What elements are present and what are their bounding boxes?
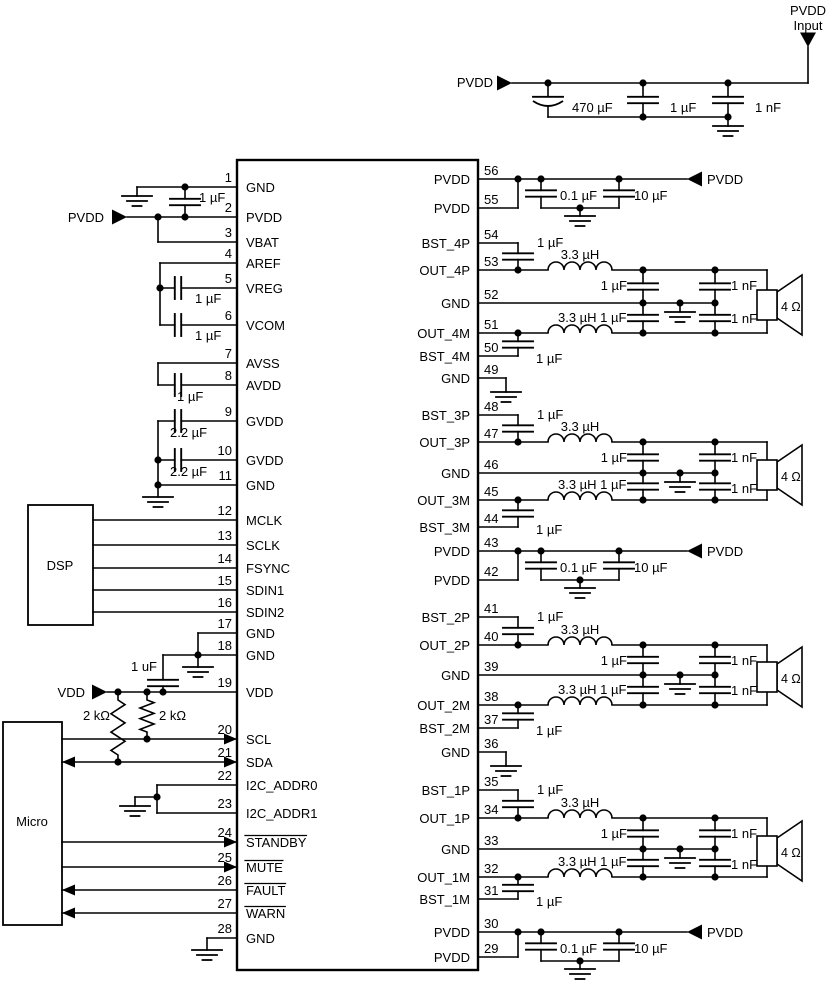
speaker-icon	[757, 290, 777, 320]
net-label: PVDD	[789, 3, 826, 18]
pin-number: 17	[217, 616, 232, 631]
pin-name: BST_3M	[419, 520, 470, 535]
pin-name: GND	[441, 842, 470, 857]
component-value: 2.2 µF	[170, 425, 208, 440]
pin-name: GND	[246, 648, 275, 663]
pin-name: PVDD	[246, 210, 283, 225]
component-value: 1 µF	[600, 826, 627, 841]
pin-number: 43	[484, 535, 499, 550]
pin-name: OUT_3P	[419, 435, 470, 450]
pin-number: 4	[224, 246, 232, 261]
pin-number: 26	[217, 873, 232, 888]
component-value: 1 nF	[731, 857, 758, 872]
pin-number: 53	[484, 254, 499, 269]
junction-dot	[514, 175, 521, 182]
component-value: 0.1 µF	[560, 941, 598, 956]
pin-name: VREG	[246, 281, 283, 296]
resistor-icon	[140, 692, 154, 739]
block-label: Micro	[16, 814, 48, 829]
junction-dot	[154, 456, 161, 463]
junction-dot	[639, 701, 646, 708]
pin-number: 8	[224, 368, 232, 383]
component-value: 1 nF	[731, 683, 758, 698]
junction-dot	[514, 928, 521, 935]
junction-dot	[181, 183, 188, 190]
component-value: 1 µF	[536, 894, 563, 909]
junction-dot	[143, 735, 150, 742]
inductor-icon	[548, 262, 612, 270]
pin-name: AVSS	[246, 356, 280, 371]
junction-dot	[711, 496, 718, 503]
net-label: PVDD	[67, 210, 104, 225]
pin-name: GND	[246, 626, 275, 641]
pin-name: GND	[246, 478, 275, 493]
resistor-icon	[111, 692, 125, 762]
pin-number: 14	[217, 551, 232, 566]
pin-name: BST_2M	[419, 721, 470, 736]
component-value: 3.3 µH	[560, 247, 600, 262]
pin-number: 23	[217, 796, 232, 811]
pin-name: OUT_1M	[417, 870, 470, 885]
pin-name: AVDD	[246, 378, 282, 393]
pin-number: 35	[484, 774, 499, 789]
inductor-icon	[548, 697, 612, 705]
block-label: DSP	[46, 558, 74, 573]
net-label: PVDD	[707, 172, 744, 187]
pin-number: 45	[484, 484, 499, 499]
pin-name: MUTE	[246, 860, 283, 875]
pin-number: 37	[484, 712, 499, 727]
pin-number: 9	[224, 404, 232, 419]
pin-number: 46	[484, 457, 499, 472]
pin-name: WARN	[246, 906, 286, 921]
pin-number: 24	[217, 825, 232, 840]
pin-number: 20	[217, 722, 232, 737]
pin-number: 39	[484, 659, 499, 674]
pin-number: 16	[217, 595, 232, 610]
pin-name: SCLK	[246, 538, 280, 553]
inductor-icon	[548, 325, 612, 333]
component-value: 0.1 µF	[560, 560, 598, 575]
pin-name: GND	[441, 466, 470, 481]
pin-name: FSYNC	[246, 561, 291, 576]
component-value: 1 µF	[537, 609, 564, 624]
pin-number: 10	[217, 443, 232, 458]
component-value: 1 µF	[536, 351, 563, 366]
pin-number: 42	[484, 564, 499, 579]
pin-name: FAULT	[246, 883, 286, 898]
speaker-icon	[757, 460, 777, 490]
pin-number: 6	[224, 308, 232, 323]
pin-number: 54	[484, 227, 499, 242]
junction-dot	[639, 641, 646, 648]
signal-arrow-icon	[62, 908, 75, 919]
pin-number: 36	[484, 736, 499, 751]
pin-number: 21	[217, 745, 232, 760]
pvdd-input-flag-icon	[800, 33, 816, 48]
junction-dot	[711, 814, 718, 821]
pin-name: PVDD	[433, 172, 470, 187]
pin-name: GND	[441, 296, 470, 311]
pin-name: MCLK	[246, 513, 283, 528]
pin-name: VCOM	[246, 318, 285, 333]
component-value: 1 nF	[731, 481, 758, 496]
component-value: 1 µF	[670, 100, 697, 115]
pin-number: 40	[484, 629, 499, 644]
component-value: 1 µF	[537, 782, 564, 797]
pin-name: BST_3P	[421, 408, 470, 423]
pin-number: 2	[224, 200, 232, 215]
junction-dot	[639, 113, 646, 120]
component-value: 10 µF	[634, 941, 668, 956]
pin-number: 13	[217, 528, 232, 543]
pin-name: GND	[441, 745, 470, 760]
pin-name: OUT_2P	[419, 638, 470, 653]
pin-number: 52	[484, 287, 499, 302]
pin-number: 3	[224, 225, 232, 240]
pin-name: SCL	[246, 732, 272, 747]
pin-name: GVDD	[246, 414, 284, 429]
pin-number: 18	[217, 638, 232, 653]
pin-number: 5	[224, 271, 232, 286]
pin-number: 1	[224, 170, 232, 185]
supply-flag-icon	[497, 76, 512, 91]
pin-name: BST_1M	[419, 892, 470, 907]
pin-name: PVDD	[433, 544, 470, 559]
pin-name: BST_1P	[421, 783, 470, 798]
junction-dot	[711, 329, 718, 336]
component-value: 3.3 µH	[560, 419, 600, 434]
pin-number: 30	[484, 916, 499, 931]
component-value: 1 µF	[537, 407, 564, 422]
component-value: 1 µF	[600, 450, 627, 465]
supply-flag-icon	[112, 210, 127, 225]
signal-arrow-icon	[62, 885, 75, 896]
component-value: 1 uF	[130, 659, 157, 674]
net-label: PVDD	[707, 925, 744, 940]
junction-dot	[639, 438, 646, 445]
pin-number: 27	[217, 896, 232, 911]
pin-number: 38	[484, 689, 499, 704]
pin-number: 55	[484, 192, 499, 207]
component-value: 1 nF	[731, 311, 758, 326]
component-value: 3.3 µH	[560, 795, 600, 810]
pin-name: GND	[246, 931, 275, 946]
pin-name: SDA	[246, 755, 273, 770]
component-value: 1 µF	[536, 522, 563, 537]
pin-name: PVDD	[433, 925, 470, 940]
pin-name: AREF	[246, 256, 281, 271]
pin-number: 41	[484, 601, 499, 616]
component-value: 3.3 µH 1 µF	[558, 477, 627, 492]
junction-dot	[114, 758, 121, 765]
pin-number: 50	[484, 340, 499, 355]
junction-dot	[514, 547, 521, 554]
pin-number: 31	[484, 883, 499, 898]
pin-number: 29	[484, 941, 499, 956]
pin-name: I2C_ADDR0	[246, 778, 318, 793]
pin-name: STANDBY	[246, 835, 307, 850]
component-value: 3.3 µH	[560, 622, 600, 637]
junction-dot	[711, 438, 718, 445]
pin-name: BST_4P	[421, 236, 470, 251]
pin-number: 19	[217, 675, 232, 690]
inductor-icon	[548, 434, 612, 442]
pin-number: 7	[224, 346, 232, 361]
component-value: 3.3 µH 1 µF	[558, 682, 627, 697]
component-value: 1 µF	[600, 278, 627, 293]
pin-number: 15	[217, 573, 232, 588]
component-value: 1 nF	[731, 450, 758, 465]
junction-dot	[639, 266, 646, 273]
pin-number: 44	[484, 511, 499, 526]
pin-name: OUT_1P	[419, 811, 470, 826]
pin-name: VBAT	[246, 235, 279, 250]
net-label: Input	[793, 18, 823, 33]
component-value: 1 nF	[731, 653, 758, 668]
component-value: 3.3 µH 1 µF	[558, 854, 627, 869]
pin-number: 49	[484, 362, 499, 377]
signal-arrow-icon	[62, 757, 75, 768]
pin-name: I2C_ADDR1	[246, 806, 318, 821]
component-value: 1 µF	[199, 190, 226, 205]
junction-dot	[639, 496, 646, 503]
speaker-icon	[757, 836, 777, 866]
component-value: 1 µF	[536, 723, 563, 738]
pin-number: 34	[484, 802, 499, 817]
component-value: 1 µF	[600, 653, 627, 668]
supply-flag-icon	[687, 925, 702, 940]
pin-number: 56	[484, 163, 499, 178]
component-value: 1 nF	[731, 826, 758, 841]
pin-name: BST_4M	[419, 349, 470, 364]
component-value: 1 nF	[755, 100, 782, 115]
pin-name: OUT_3M	[417, 493, 470, 508]
pin-name: OUT_4P	[419, 263, 470, 278]
inductor-icon	[548, 810, 612, 818]
junction-dot	[639, 873, 646, 880]
component-value: 10 µF	[634, 560, 668, 575]
junction-dot	[514, 701, 521, 708]
component-value: 470 µF	[572, 100, 613, 115]
junction-dot	[639, 329, 646, 336]
component-value: 2 kΩ	[82, 708, 110, 723]
component-value: 3.3 µH 1 µF	[558, 310, 627, 325]
pin-name: PVDD	[433, 573, 470, 588]
junction-dot	[711, 266, 718, 273]
net-label: PVDD	[456, 75, 493, 90]
pin-number: 48	[484, 399, 499, 414]
pin-name: OUT_4M	[417, 326, 470, 341]
pin-name: VDD	[246, 685, 274, 700]
pin-number: 12	[217, 503, 232, 518]
speaker-impedance: 4 Ω	[781, 470, 801, 484]
supply-flag-icon	[92, 685, 107, 700]
component-value: 1 µF	[195, 291, 222, 306]
pin-name: PVDD	[433, 950, 470, 965]
pin-number: 22	[217, 768, 232, 783]
pin-name: GND	[246, 180, 275, 195]
junction-dot	[514, 873, 521, 880]
pin-number: 47	[484, 426, 499, 441]
component-value: 2.2 µF	[170, 464, 208, 479]
pin-number: 11	[218, 468, 232, 483]
junction-dot	[639, 814, 646, 821]
component-value: 1 µF	[537, 235, 564, 250]
junction-dot	[711, 701, 718, 708]
component-value: 1 µF	[195, 328, 222, 343]
component-value: 1 µF	[177, 389, 204, 404]
pin-name: SDIN1	[246, 583, 285, 598]
pin-name: PVDD	[433, 201, 470, 216]
inductor-icon	[548, 637, 612, 645]
speaker-impedance: 4 Ω	[781, 846, 801, 860]
pin-number: 33	[484, 833, 499, 848]
pin-name: OUT_2M	[417, 698, 470, 713]
junction-dot	[711, 873, 718, 880]
pin-name: BST_2P	[421, 610, 470, 625]
pin-name: GVDD	[246, 453, 284, 468]
junction-dot	[711, 641, 718, 648]
inductor-icon	[548, 492, 612, 500]
junction-dot	[514, 329, 521, 336]
pin-number: 25	[217, 850, 232, 865]
supply-flag-icon	[687, 172, 702, 187]
pin-number: 51	[484, 317, 499, 332]
pin-name: GND	[441, 371, 470, 386]
speaker-impedance: 4 Ω	[781, 300, 801, 314]
speaker-impedance: 4 Ω	[781, 672, 801, 686]
component-value: 2 kΩ	[159, 708, 187, 723]
component-value: 10 µF	[634, 188, 668, 203]
pin-number: 32	[484, 861, 499, 876]
pin-number: 28	[217, 921, 232, 936]
component-value: 0.1 µF	[560, 188, 598, 203]
pin-name: SDIN2	[246, 605, 285, 620]
net-label: VDD	[57, 685, 85, 700]
pin-name: GND	[441, 668, 470, 683]
junction-dot	[514, 496, 521, 503]
component-value: 1 nF	[731, 278, 758, 293]
supply-flag-icon	[687, 544, 702, 559]
inductor-icon	[548, 869, 612, 877]
speaker-icon	[757, 662, 777, 692]
net-label: PVDD	[707, 544, 744, 559]
